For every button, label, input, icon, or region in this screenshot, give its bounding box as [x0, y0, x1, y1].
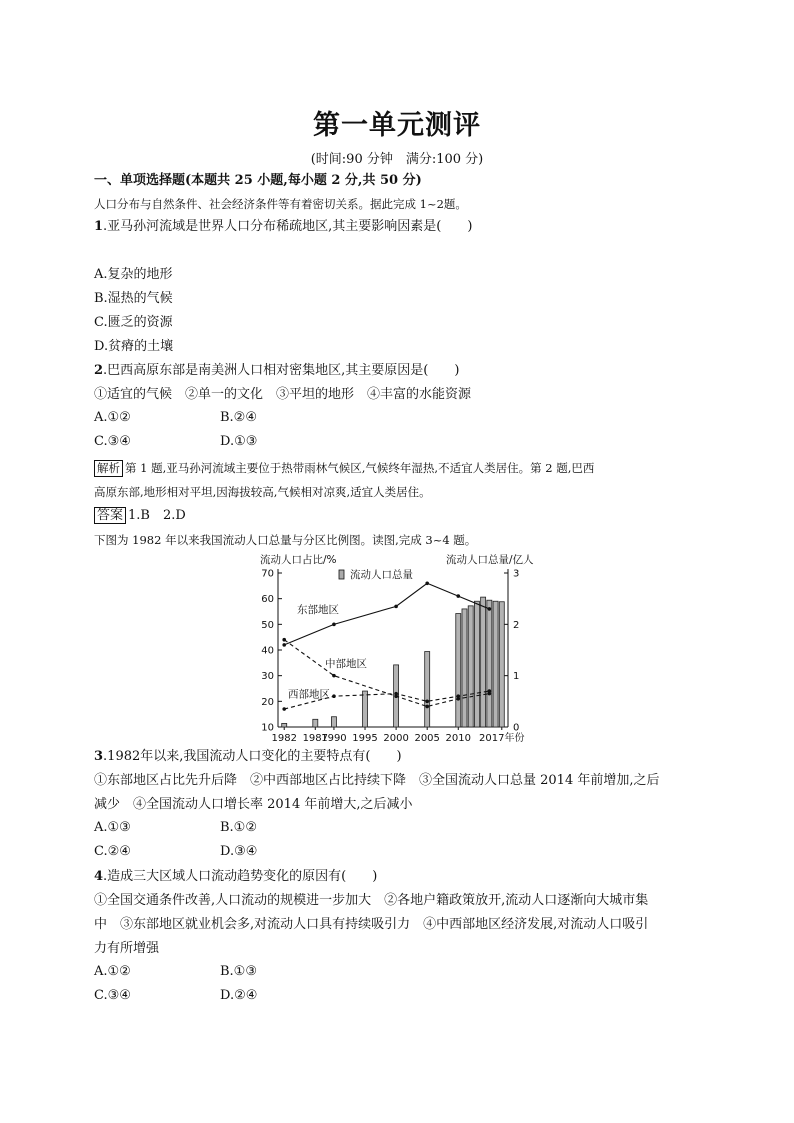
intro-q1-2: 人口分布与自然条件、社会经济条件等有着密切关系。据此完成 1~2题。	[94, 197, 467, 211]
question-3	[94, 748, 704, 766]
label-west: 西部地区	[288, 688, 330, 701]
q3-option-c: C.②④	[94, 844, 131, 859]
bar-2005	[425, 652, 430, 727]
question-number: 2	[94, 363, 104, 378]
series-point-2	[456, 694, 460, 698]
bar-2017	[499, 602, 504, 727]
left-axis-title: 流动人口占比/%	[260, 554, 337, 566]
bar-2013	[474, 601, 479, 727]
bar-2010	[456, 614, 461, 727]
question-1	[94, 218, 704, 236]
series-point-2	[394, 692, 398, 696]
question-number: 3	[94, 749, 104, 764]
right-tick-label: 3	[513, 568, 520, 580]
q4-option-b: B.①③	[220, 964, 257, 979]
x-tick-label: 1987	[302, 733, 329, 744]
q4-items-line-1: ①全国交通条件改善,人口流动的规模进一步加大 ②各地户籍政策放开,流动人口逐渐向大城市集	[94, 893, 649, 908]
analysis-line-1	[94, 459, 704, 477]
x-tick-label: 2010	[445, 733, 471, 744]
bar-2016	[493, 601, 498, 727]
left-tick-label: 30	[261, 671, 274, 683]
x-tick-label: 1995	[352, 733, 378, 744]
analysis-text-1: 第 1 题,亚马孙河流域主要位于热带雨林气候区,气候终年湿热,不适宜人类居住。第 2 题,巴西	[125, 461, 595, 475]
x-tick-label: 1990	[321, 733, 347, 744]
label-east: 东部地区	[297, 603, 339, 616]
series-point-2	[488, 689, 492, 693]
q2-option-c: C.③④	[94, 434, 131, 449]
question-text: .巴西高原东部是南美洲人口相对密集地区,其主要原因是( )	[103, 363, 460, 378]
left-tick-label: 20	[261, 696, 274, 708]
bar-2012	[468, 606, 473, 727]
q2-option-b: B.②④	[220, 410, 257, 425]
q1-option-a: A.复杂的地形	[94, 267, 173, 282]
q3-items-line-1: ①东部地区占比先升后降 ②中西部地区占比持续下降 ③全国流动人口总量 2014 年前增加,之后	[94, 773, 660, 788]
q4-option-d: D.②④	[220, 988, 258, 1003]
population-chart	[0, 548, 794, 748]
intro-q3-4: 下图为 1982 年以来我国流动人口总量与分区比例图。读图,完成 3~4 题。	[94, 533, 477, 547]
left-tick-label: 10	[261, 722, 274, 734]
right-axis-title: 流动人口总量/亿人	[446, 554, 534, 566]
left-tick-label: 40	[261, 645, 274, 657]
q2-items: ①适宜的气候 ②单一的文化 ③平坦的地形 ④丰富的水能资源	[94, 387, 472, 402]
x-tick-label: 2000	[383, 733, 409, 744]
q3-option-d: D.③④	[220, 844, 258, 859]
series-point-1	[425, 705, 429, 709]
question-text: .造成三大区域人口流动趋势变化的原因有( )	[103, 869, 378, 884]
series-point-2	[282, 707, 286, 711]
page-subtitle: (时间:90 分钟 满分:100 分)	[310, 152, 484, 167]
q2-option-d: D.①③	[220, 434, 258, 449]
bar-1982	[282, 723, 287, 727]
q3-option-a: A.①③	[94, 820, 131, 835]
right-tick-label: 0	[513, 722, 520, 734]
x-tick-label: 2017年份	[479, 733, 525, 744]
q1-option-c: C.匮乏的资源	[94, 315, 173, 330]
left-tick-label: 50	[261, 619, 274, 631]
q4-items-line-2: 中 ③东部地区就业机会多,对流动人口具有持续吸引力 ④中西部地区经济发展,对流动人口吸引	[94, 917, 649, 932]
series-point-2	[332, 694, 336, 698]
series-point-1	[332, 674, 336, 678]
series-point-0	[488, 607, 492, 611]
series-point-0	[456, 594, 460, 598]
q4-option-c: C.③④	[94, 988, 131, 1003]
answer-tag: 答案	[94, 507, 126, 524]
bar-2014	[481, 597, 486, 727]
series-point-0	[282, 643, 286, 647]
question-text: .1982年以来,我国流动人口变化的主要特点有( )	[103, 749, 402, 764]
answer-line	[94, 507, 704, 525]
bar-2011	[462, 609, 467, 727]
bar-1987	[313, 719, 318, 727]
right-tick-label: 2	[513, 619, 520, 631]
analysis-line-2: 高原东部,地形相对平坦,因海拔较高,气候相对凉爽,适宜人类居住。	[94, 485, 431, 499]
series-point-0	[394, 605, 398, 609]
question-text: .亚马孙河流域是世界人口分布稀疏地区,其主要影响因素是( )	[103, 219, 473, 234]
bar-1995	[363, 691, 368, 727]
series-point-2	[425, 700, 429, 704]
q4-items-line-3: 力有所增强	[94, 941, 160, 956]
x-tick-label: 1982	[271, 733, 297, 744]
series-point-1	[282, 638, 286, 642]
question-4	[94, 868, 704, 886]
legend-label: 流动人口总量	[350, 569, 413, 581]
q1-option-b: B.湿热的气候	[94, 291, 173, 306]
q2-option-a: A.①②	[94, 410, 131, 425]
page-title: 第一单元测评	[313, 110, 481, 141]
question-2	[94, 362, 704, 380]
analysis-tag: 解析	[94, 460, 123, 477]
bar-2015	[487, 600, 492, 727]
answer-text: 1.B 2.D	[128, 508, 186, 523]
q4-option-a: A.①②	[94, 964, 131, 979]
q3-items-line-2: 减少 ④全国流动人口增长率 2014 年前增大,之后减小	[94, 797, 413, 812]
label-central: 中部地区	[325, 657, 367, 670]
x-tick-label: 2005	[414, 733, 440, 744]
left-tick-label: 60	[261, 594, 274, 606]
series-point-0	[425, 581, 429, 585]
series-point-0	[332, 623, 336, 627]
question-number: 4	[94, 869, 104, 884]
bar-1990	[331, 717, 336, 727]
section-heading: 一、单项选择题(本题共 25 小题,每小题 2 分,共 50 分)	[94, 173, 422, 188]
question-number: 1	[94, 219, 104, 234]
left-tick-label: 70	[261, 568, 274, 580]
q3-option-b: B.①②	[220, 820, 257, 835]
right-tick-label: 1	[513, 671, 520, 683]
q1-option-d: D.贫瘠的土壤	[94, 339, 174, 354]
legend-swatch	[339, 570, 344, 579]
